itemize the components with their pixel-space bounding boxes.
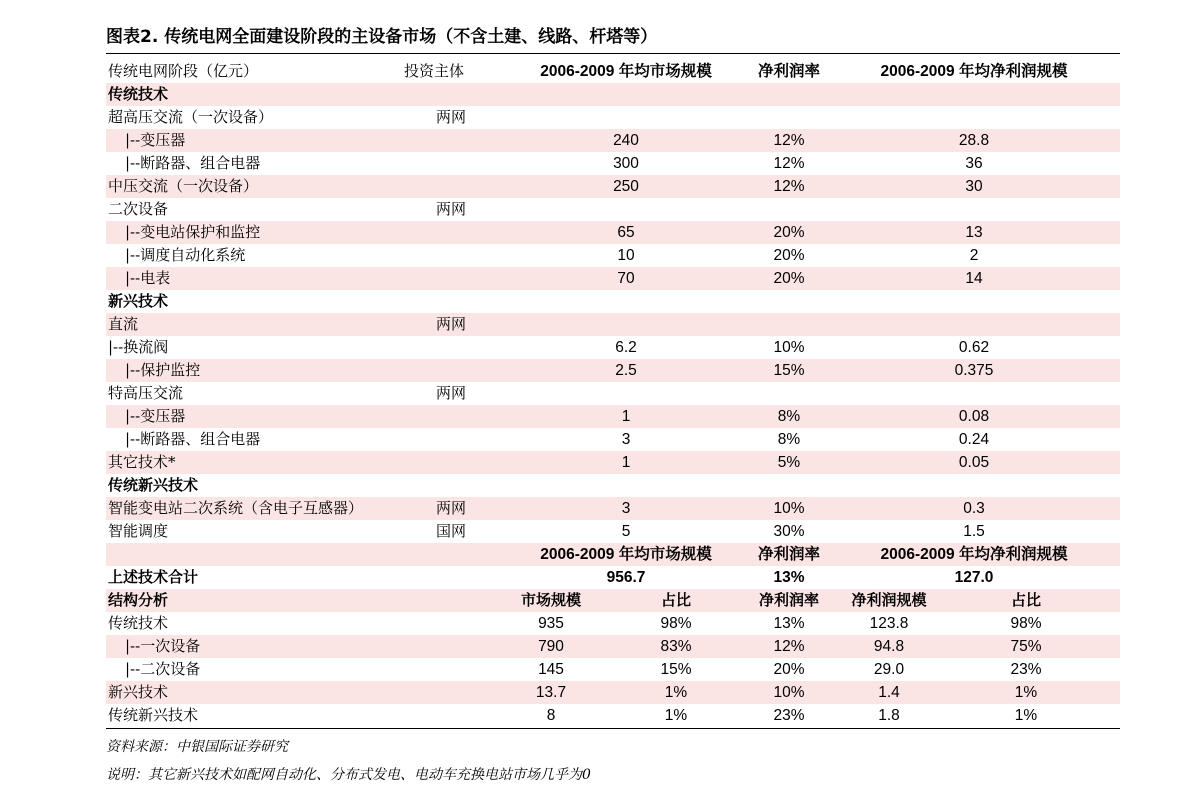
row-label: |--断路器、组合电器 [125,154,261,172]
total-row [106,566,1120,589]
table-header-row [106,60,1120,83]
structure-row [106,658,1120,681]
row-label: 其它技术* [108,453,176,471]
structure-net-rate: 10% [773,684,805,701]
structure-net-rate: 20% [773,661,805,678]
structure-share1: 1% [664,707,688,724]
structure-header-share2: 占比 [1010,591,1041,609]
row-net-profit: 0.62 [958,339,990,356]
row-label: 传统新兴技术 [108,476,199,494]
structure-label: |--一次设备 [125,637,201,655]
structure-share2: 1% [1014,707,1038,724]
structure-header-label: 结构分析 [108,591,169,609]
table-row [106,382,1120,405]
structure-share2: 1% [1014,684,1038,701]
row-net-profit: 2 [969,247,979,264]
table-row [106,336,1120,359]
row-investor: 两网 [436,384,467,402]
row-investor: 两网 [436,499,467,517]
row-label: 特高压交流 [108,384,184,402]
structure-row [106,635,1120,658]
summary-header-net-rate: 净利润率 [757,546,820,563]
row-investor: 两网 [436,200,467,218]
section-row [106,290,1120,313]
table-row [106,221,1120,244]
row-net-profit: 0.3 [963,500,985,517]
row-net-rate: 12% [773,132,805,149]
header-stage: 传统电网阶段（亿元） [108,62,259,80]
total-market: 956.7 [606,569,646,586]
row-market: 2.5 [615,362,637,379]
row-label: 新兴技术 [108,292,169,310]
row-market: 65 [617,224,635,241]
table-row [106,359,1120,382]
structure-share1: 98% [660,615,692,632]
row-label: 直流 [108,315,139,333]
row-label: |--变压器 [125,407,186,425]
structure-share1: 83% [660,638,692,655]
header-net-profit: 2006-2009 年均净利润规模 [880,63,1068,80]
row-market: 300 [613,155,639,172]
header-net-rate: 净利润率 [757,63,820,80]
row-investor: 国网 [436,522,467,540]
section-row [106,474,1120,497]
row-label: |--电表 [125,269,171,287]
row-label: |--换流阀 [108,338,169,356]
structure-market: 790 [538,638,564,655]
row-label: |--调度自动化系统 [125,246,246,264]
structure-header-net-profit: 净利润规模 [851,591,927,609]
structure-market: 8 [546,707,556,724]
total-label: 上述技术合计 [108,568,199,586]
row-net-rate: 12% [773,155,805,172]
structure-label: 传统技术 [108,614,169,632]
header-investor: 投资主体 [404,62,465,80]
structure-header-row [106,589,1120,612]
row-market: 3 [621,500,631,517]
row-investor: 两网 [436,315,467,333]
table-row [106,520,1120,543]
row-label: 超高压交流（一次设备） [108,108,274,126]
row-net-rate: 8% [777,408,801,425]
structure-net-profit: 123.8 [869,615,909,632]
row-market: 1 [621,408,631,425]
structure-label: |--二次设备 [125,660,201,678]
row-market: 1 [621,454,631,471]
row-net-rate: 10% [773,339,805,356]
structure-market: 13.7 [535,684,567,701]
row-label: 传统技术 [108,85,169,103]
row-net-profit: 0.375 [954,362,994,379]
structure-net-rate: 13% [773,615,805,632]
table-row [106,313,1120,336]
structure-row [106,612,1120,635]
row-net-rate: 8% [777,431,801,448]
structure-row [106,704,1120,727]
row-net-profit: 0.05 [958,454,990,471]
bottom-rule [106,728,1120,729]
row-net-rate: 20% [773,247,805,264]
structure-net-profit: 1.8 [878,707,900,724]
row-label: |--变压器 [125,131,186,149]
row-net-profit: 13 [965,224,983,241]
structure-net-rate: 23% [773,707,805,724]
row-market: 5 [621,523,631,540]
structure-net-profit: 94.8 [873,638,905,655]
row-label: |--变电站保护和监控 [125,223,261,241]
section-row [106,83,1120,106]
table-row [106,428,1120,451]
figure-title: 图表2. 传统电网全面建设阶段的主设备市场（不含土建、线路、杆塔等） [106,27,658,47]
table-row [106,497,1120,520]
row-label: |--断路器、组合电器 [125,430,261,448]
structure-share2: 98% [1010,615,1042,632]
structure-market: 145 [538,661,564,678]
header-market: 2006-2009 年均市场规模 [540,63,712,80]
table-row [106,106,1120,129]
row-net-rate: 15% [773,362,805,379]
row-net-rate: 12% [773,178,805,195]
structure-share2: 75% [1010,638,1042,655]
row-market: 240 [613,132,639,149]
structure-share1: 1% [664,684,688,701]
row-net-profit: 0.24 [958,431,990,448]
structure-net-profit: 29.0 [873,661,905,678]
total-net-rate: 13% [773,569,805,586]
structure-row [106,681,1120,704]
table-row [106,198,1120,221]
structure-market: 935 [538,615,564,632]
structure-header-share1: 占比 [660,591,691,609]
row-investor: 两网 [436,108,467,126]
row-market: 10 [617,247,635,264]
row-net-profit: 14 [965,270,983,287]
table-row [106,405,1120,428]
row-market: 70 [617,270,635,287]
table-row [106,451,1120,474]
summary-header-net-profit: 2006-2009 年均净利润规模 [880,546,1068,563]
row-label: 中压交流（一次设备） [108,177,259,195]
row-market: 250 [613,178,639,195]
explanation-note: 说明：其它新兴技术如配网自动化、分布式发电、电动车充换电站市场几乎为0 [106,767,591,783]
table-row [106,152,1120,175]
row-net-profit: 0.08 [958,408,990,425]
row-label: |--保护监控 [125,361,201,379]
row-net-rate: 30% [773,523,805,540]
row-net-rate: 10% [773,500,805,517]
structure-net-rate: 12% [773,638,805,655]
row-net-profit: 30 [965,178,983,195]
row-net-profit: 1.5 [963,523,985,540]
structure-net-profit: 1.4 [878,684,900,701]
row-net-rate: 20% [773,224,805,241]
row-net-rate: 5% [777,454,801,471]
structure-label: 新兴技术 [108,683,169,701]
row-net-profit: 28.8 [958,132,990,149]
structure-header-market: 市场规模 [520,591,581,609]
structure-header-net-rate: 净利润率 [758,591,819,609]
table-row [106,267,1120,290]
structure-share1: 15% [660,661,692,678]
summary-header-row [106,543,1120,566]
row-label: 智能变电站二次系统（含电子互感器） [108,499,364,517]
table-row [106,129,1120,152]
summary-header-market: 2006-2009 年均市场规模 [540,546,712,563]
total-net-profit: 127.0 [954,569,994,586]
structure-label: 传统新兴技术 [108,706,199,724]
table-row [106,175,1120,198]
row-net-profit: 36 [965,155,983,172]
table-row [106,244,1120,267]
row-market: 6.2 [615,339,637,356]
row-market: 3 [621,431,631,448]
row-label: 智能调度 [108,522,169,540]
row-label: 二次设备 [108,200,169,218]
row-net-rate: 20% [773,270,805,287]
top-rule [106,53,1120,54]
structure-share2: 23% [1010,661,1042,678]
source-note: 资料来源：中银国际证券研究 [106,739,288,755]
